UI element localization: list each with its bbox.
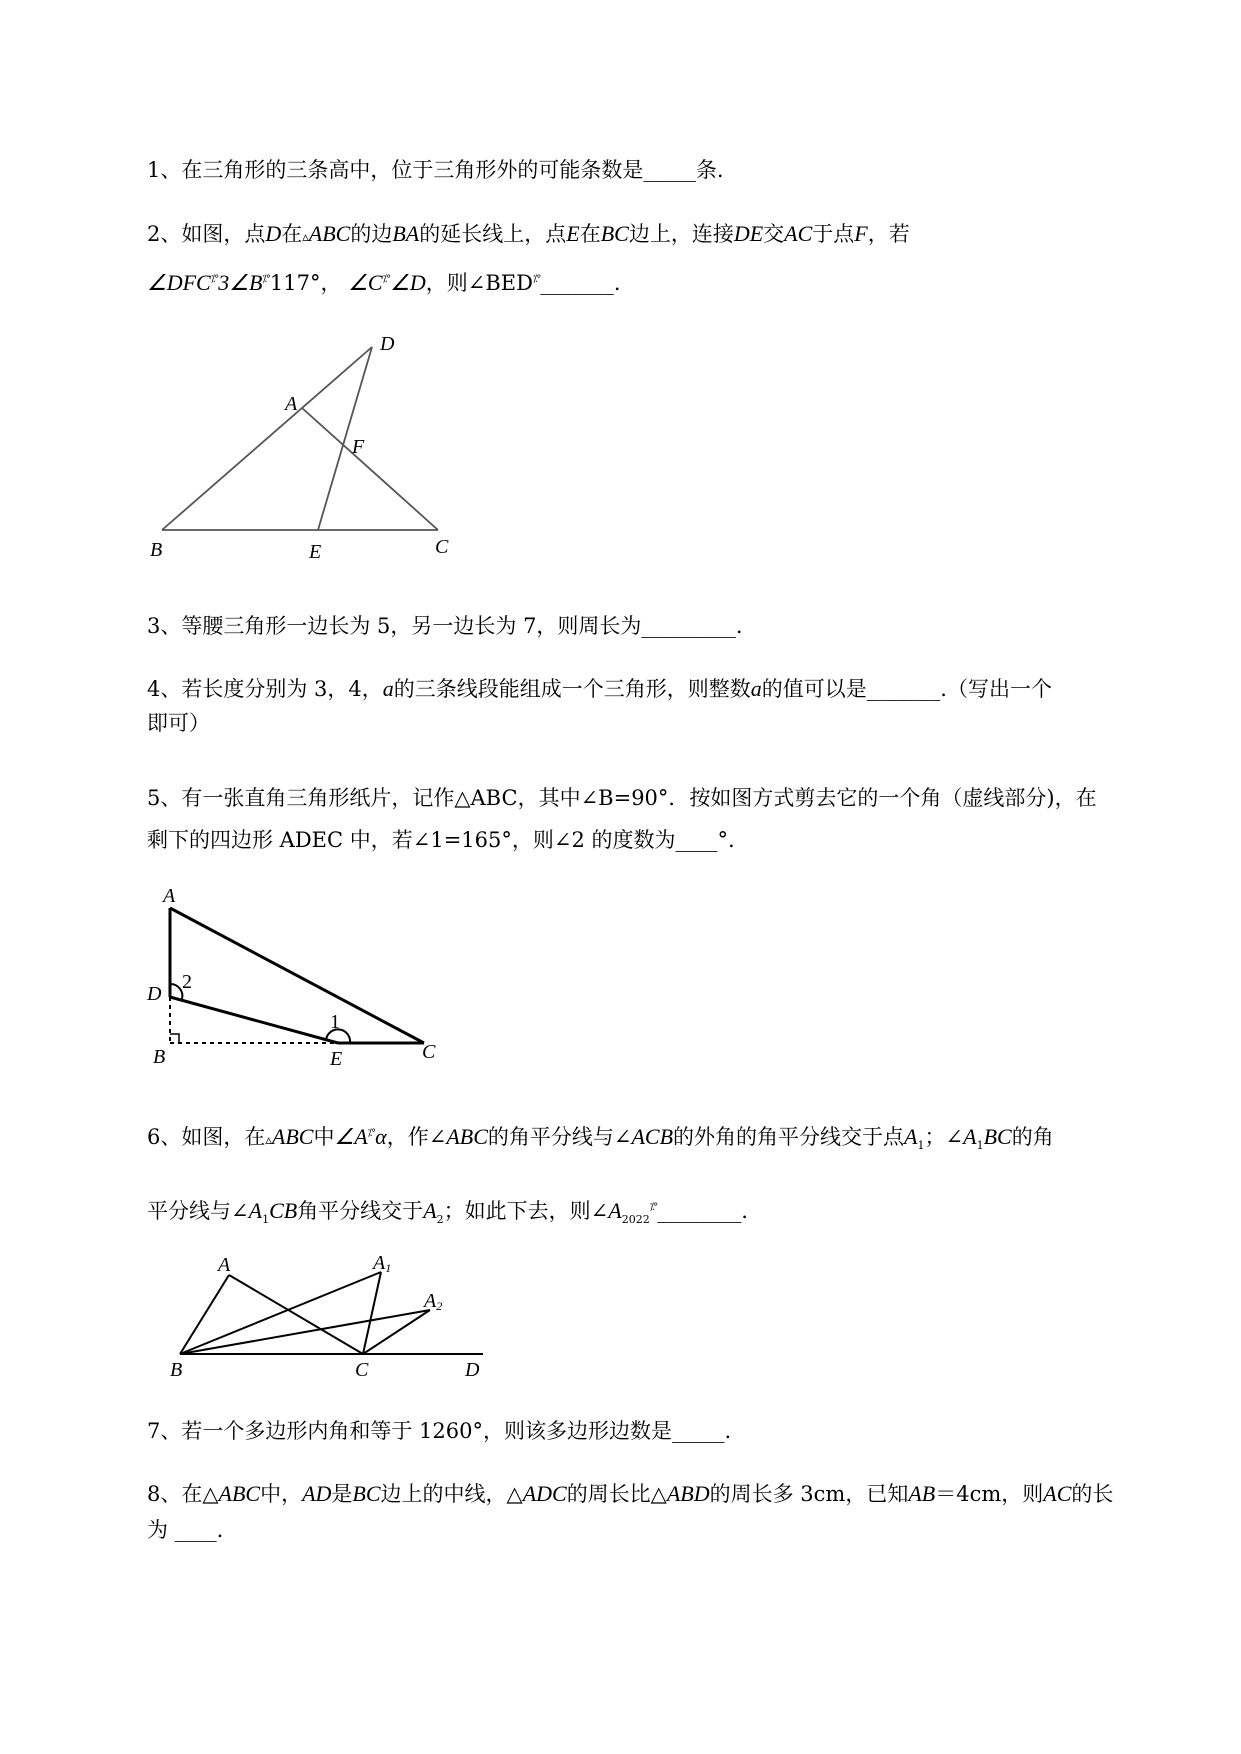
q2-segment-bc: BC xyxy=(600,221,629,246)
q2-segment-ba: BA xyxy=(392,221,420,246)
angle-label-2: 2 xyxy=(182,971,192,993)
q8-segment-bc: BC xyxy=(352,1481,381,1506)
q4-variable-a: a xyxy=(382,676,394,701)
q6-point-a1: A xyxy=(904,1124,918,1149)
q2-point-e: E xyxy=(566,221,580,246)
q6-subscript: 1 xyxy=(976,1139,984,1153)
q2-text: 于点 xyxy=(812,222,855,246)
question-5-line-2: 剩下的四边形 ADEC 中，若∠1=165°，则∠2 的度数为____°. xyxy=(147,828,735,852)
label-e: E xyxy=(309,541,322,563)
q8-segment-ac: AC xyxy=(1043,1481,1072,1506)
q6-text: 中 xyxy=(313,1125,335,1149)
question-4-line-1 xyxy=(147,669,1147,709)
label-a: A xyxy=(218,1254,231,1276)
q8-text: ＝4cm，则 xyxy=(935,1482,1044,1506)
q4-text: 的三条线段能组成一个三角形，则整数 xyxy=(393,677,751,701)
q6-point-a2: A xyxy=(423,1198,437,1224)
q6-angle-a: ∠A xyxy=(334,1124,368,1149)
q2-text: 2、如图，点 xyxy=(147,222,266,246)
q2-point-d: D xyxy=(265,221,282,246)
q6-triangle-abc: ABC xyxy=(271,1124,314,1149)
q2-text: 在 xyxy=(281,222,303,246)
q2-text: 在 xyxy=(579,222,601,246)
label-a: A xyxy=(163,885,176,907)
q6-angle-a1cb: CB xyxy=(269,1198,298,1224)
q4-variable-a: a xyxy=(750,676,762,701)
q2-segment-ac: AC xyxy=(784,221,813,246)
question-1-text: 1、在三角形的三条高中，位于三角形外的可能条数是_____条. xyxy=(147,158,724,182)
q2-text: ，若 xyxy=(867,222,910,246)
q6-text: 6、如图，在 xyxy=(147,1125,266,1149)
q2-angle-d: ∠D xyxy=(390,270,426,295)
q6-text: ；∠ xyxy=(924,1125,964,1149)
question-6 xyxy=(147,1114,1147,1240)
q8-text: 的周长比△ xyxy=(566,1482,667,1506)
question-2-line-1 xyxy=(147,214,1147,258)
equals-symbol: ⁒° xyxy=(210,274,219,285)
q8-segment-ab: AB xyxy=(908,1481,936,1506)
q4-text: 4、若长度分别为 3，4， xyxy=(147,677,383,701)
question-6-line-1 xyxy=(147,1114,1147,1166)
question-1 xyxy=(147,150,1147,190)
q6-text: 平分线与∠ xyxy=(147,1199,249,1224)
equals-symbol: ⁒° xyxy=(262,274,270,285)
q6-alpha: α xyxy=(375,1124,387,1149)
question-8-line-1 xyxy=(147,1474,1147,1514)
q6-text: 的角 xyxy=(1011,1125,1054,1149)
question-3 xyxy=(147,606,1147,646)
q8-triangle-adc: ADC xyxy=(522,1481,567,1506)
question-2-line-2 xyxy=(147,260,1147,303)
q2-text: 交 xyxy=(763,222,785,246)
question-5-line-1: 5、有一张直角三角形纸片，记作△ABC，其中∠B=90°．按如图方式剪去它的一个角（虚线部分)，在 xyxy=(147,786,1097,810)
q6-angle-a1cb: A xyxy=(248,1198,263,1224)
label-d: D xyxy=(147,983,162,1005)
q2-text: 边上，连接 xyxy=(628,222,734,246)
question-4 xyxy=(147,669,1147,743)
q6-text: ，作∠ xyxy=(386,1125,447,1149)
q2-angle-dfc: ∠DFC xyxy=(147,270,211,295)
q4-text: 的值可以是_______.（写出一个 xyxy=(761,677,1052,701)
q6-text: ；如此下去，则∠ xyxy=(443,1199,609,1224)
q2-angle-b: 3∠B xyxy=(218,270,263,295)
q8-text: 8、在△ xyxy=(147,1482,219,1506)
q6-angle-acb: ACB xyxy=(631,1124,674,1149)
figure-right-triangle-cut xyxy=(140,880,460,1080)
label-a1: A1 xyxy=(373,1252,392,1275)
figure-triangle-abc-with-d xyxy=(140,330,460,570)
q6-text: 角平分线交于 xyxy=(297,1199,424,1224)
question-3-text: 3、等腰三角形一边长为 5，另一边长为 7，则周长为_________. xyxy=(147,614,743,638)
q2-segment-de: DE xyxy=(733,221,764,246)
q8-segment-ad: AD xyxy=(302,1481,332,1506)
question-4-line-2: 即可） xyxy=(147,711,210,735)
q2-angle-c: ∠C xyxy=(348,270,383,295)
q2-answer-blank: _______. xyxy=(540,271,621,295)
equals-symbol: ⁒° xyxy=(367,1128,376,1139)
label-e: E xyxy=(330,1048,343,1070)
label-a2: A2 xyxy=(424,1290,443,1313)
q8-triangle-abc: ABC xyxy=(218,1481,261,1506)
q6-subscript: 2 xyxy=(436,1213,444,1227)
q8-triangle-abd: ABD xyxy=(666,1481,710,1506)
question-8 xyxy=(147,1474,1147,1550)
q6-angle-a1bc: BC xyxy=(983,1124,1012,1149)
question-6-line-2 xyxy=(147,1188,1147,1240)
question-5 xyxy=(147,778,1147,860)
label-d: D xyxy=(380,333,395,355)
label-b: B xyxy=(153,1046,166,1068)
label-b: B xyxy=(150,539,163,561)
label-c: C xyxy=(435,536,449,558)
label-f: F xyxy=(352,436,365,458)
label-a: A xyxy=(285,393,298,415)
q2-triangle-abc: ABC xyxy=(308,221,351,246)
triangle-symbol: ▵ xyxy=(265,1133,272,1148)
equals-symbol: ⁒° xyxy=(532,274,541,285)
q2-value: 117°， xyxy=(269,271,342,295)
label-c: C xyxy=(422,1041,436,1063)
q6-angle-a1bc: A xyxy=(963,1124,977,1149)
q8-text: 边上的中线，△ xyxy=(380,1482,523,1506)
q6-subscript: 2022 xyxy=(621,1213,650,1227)
question-7 xyxy=(147,1411,1147,1451)
triangle-symbol: ▵ xyxy=(302,230,309,245)
q6-subscript: 1 xyxy=(262,1213,270,1227)
question-8-line-2: 为 ____. xyxy=(147,1518,224,1542)
q2-point-f: F xyxy=(854,221,868,246)
q6-point-a2022: A xyxy=(608,1198,622,1224)
q6-text: 的外角的角平分线交于点 xyxy=(673,1125,905,1149)
q6-answer-blank: ________. xyxy=(657,1199,748,1224)
figure-angle-bisectors xyxy=(150,1252,500,1390)
equals-symbol: ⁒° xyxy=(649,1202,658,1214)
q2-text: 的边 xyxy=(350,222,393,246)
q8-text: 中， xyxy=(260,1482,303,1506)
question-7-text: 7、若一个多边形内角和等于 1260°，则该多边形边数是_____. xyxy=(147,1419,732,1443)
angle-label-1: 1 xyxy=(330,1011,340,1033)
question-2 xyxy=(147,214,1147,303)
q2-text: 的延长线上，点 xyxy=(419,222,567,246)
label-c: C xyxy=(355,1359,369,1381)
q8-text: 是 xyxy=(331,1482,353,1506)
q6-text: 的角平分线与∠ xyxy=(487,1125,632,1149)
equals-symbol: ⁒° xyxy=(382,274,391,285)
label-d: D xyxy=(465,1359,480,1381)
q6-angle-abc: ABC xyxy=(446,1124,488,1149)
q8-text: 的长 xyxy=(1071,1482,1114,1506)
q8-text: 的周长多 3cm，已知 xyxy=(709,1482,909,1506)
q2-angle-bed: ，则∠BED xyxy=(425,271,533,295)
q6-subscript: 1 xyxy=(917,1139,925,1153)
label-b: B xyxy=(170,1359,183,1381)
